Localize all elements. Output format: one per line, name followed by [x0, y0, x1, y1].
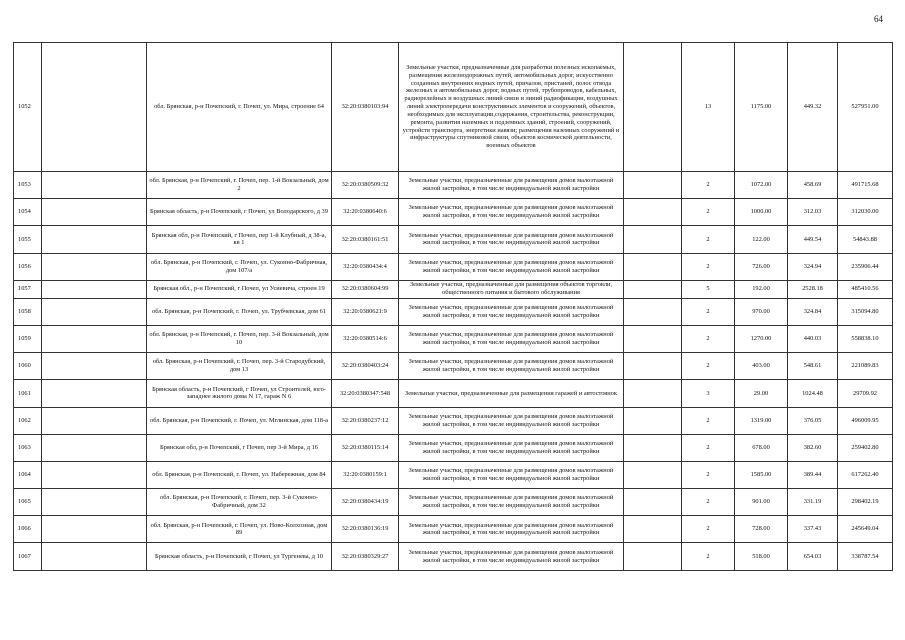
blank-cell: [42, 298, 147, 325]
group-cell: 2: [682, 325, 735, 352]
cadastral-value-cell: 298402.19: [838, 489, 893, 516]
cadastral-number-cell: 32:20:0380621:9: [332, 298, 399, 325]
area-cell: 1270.00: [735, 325, 788, 352]
cadastral-number-cell: 32:20:0380237:12: [332, 407, 399, 434]
table-row: [14, 43, 893, 172]
group-cell: 3: [682, 380, 735, 407]
blank-cell: [624, 226, 682, 253]
blank-cell: [624, 407, 682, 434]
address-cell: Брянская обл, р-н Почепский, г Почеп, пер 3-й Мира, д 16: [147, 434, 332, 461]
blank-cell: [624, 253, 682, 280]
table-row: [14, 407, 893, 434]
cadastral-value-cell: 29709.92: [838, 380, 893, 407]
rate-cell: 449.32: [788, 43, 838, 172]
rate-cell: 2528.18: [788, 280, 838, 298]
cadastral-value-cell: 617262.40: [838, 461, 893, 488]
land-use-cell: Земельные участки, предназначенные для размещения домов малоэтажной жилой застройки, в том числе индивидуальной жилой застройки: [399, 298, 624, 325]
area-cell: 403.00: [735, 353, 788, 380]
blank-cell: [624, 280, 682, 298]
cadastral-number-cell: 32:20:0380103:94: [332, 43, 399, 172]
area-cell: 728.00: [735, 516, 788, 543]
land-use-cell: Земельные участки, предназначенные для размещения объектов торговли, общественного питания и бытового обслуживания: [399, 280, 624, 298]
address-cell: обл. Брянская, р-н Почепский, г. Почеп, ул. Мглинская, дом 118-а: [147, 407, 332, 434]
row-number: 1066: [14, 516, 42, 543]
row-number: 1061: [14, 380, 42, 407]
blank-cell: [42, 516, 147, 543]
area-cell: 192.00: [735, 280, 788, 298]
land-use-cell: Земельные участки, предназначенные для размещения домов малоэтажной жилой застройки, в том числе индивидуальной жилой застройки: [399, 516, 624, 543]
row-number: 1057: [14, 280, 42, 298]
area-cell: 29.00: [735, 380, 788, 407]
land-use-cell: Земельные участки, предназначенные для размещения домов малоэтажной жилой застройки, в том числе индивидуальной жилой застройки: [399, 407, 624, 434]
cadastral-value-cell: 558838.10: [838, 325, 893, 352]
address-cell: обл. Брянская, р-н Почепский, г. Почеп, ул. Ново-Колхозная, дом 89: [147, 516, 332, 543]
group-cell: 2: [682, 226, 735, 253]
blank-cell: [42, 380, 147, 407]
area-cell: 122.00: [735, 226, 788, 253]
blank-cell: [624, 298, 682, 325]
land-use-cell: Земельные участки, предназначенные для размещения домов малоэтажной жилой застройки, в том числе индивидуальной жилой застройки: [399, 172, 624, 199]
cadastral-number-cell: 32:20:0380434:19: [332, 489, 399, 516]
table-row: [14, 543, 893, 570]
rate-cell: 440.03: [788, 325, 838, 352]
blank-cell: [42, 226, 147, 253]
table-row: [14, 280, 893, 298]
area-cell: 726.00: [735, 253, 788, 280]
area-cell: 970.00: [735, 298, 788, 325]
table-row: [14, 489, 893, 516]
area-cell: 1072.00: [735, 172, 788, 199]
blank-cell: [624, 434, 682, 461]
cadastral-value-cell: 527951.00: [838, 43, 893, 172]
rate-cell: 449.54: [788, 226, 838, 253]
row-number: 1059: [14, 325, 42, 352]
table-body: [14, 43, 893, 571]
address-cell: обл. Брянская, р-н Почепский, г. Почеп, пер. 3-й Стародубский, дом 13: [147, 353, 332, 380]
cadastral-value-cell: 235906.44: [838, 253, 893, 280]
row-number: 1053: [14, 172, 42, 199]
area-cell: 1000.00: [735, 199, 788, 226]
cadastral-value-cell: 245649.04: [838, 516, 893, 543]
rate-cell: 324.94: [788, 253, 838, 280]
land-use-cell: Земельные участки, предназначенные для размещения домов малоэтажной жилой застройки, в том числе индивидуальной жилой застройки: [399, 434, 624, 461]
address-cell: Брянская область, р-н Почепский, г Почеп, ул Тургенева, д 10: [147, 543, 332, 570]
blank-cell: [42, 43, 147, 172]
address-cell: обл. Брянская, р-н Почепский, г. Почеп, ул. Мира, строение 64: [147, 43, 332, 172]
land-use-cell: Земельные участки, предназначенные для размещения домов малоэтажной жилой застройки, в том числе индивидуальной жилой застройки: [399, 325, 624, 352]
cadastral-number-cell: 32:20:0380514:6: [332, 325, 399, 352]
page-number: 64: [874, 14, 883, 24]
group-cell: 2: [682, 407, 735, 434]
row-number: 1065: [14, 489, 42, 516]
land-use-cell: Земельные участки, предназначенные для разработки полезных ископаемых, размещения железнодорожных путей, автомобильных дорог, искусственно созданных внутренних водных путей, причалов, пристаней, полос отвода железных и автомобильных дорог, водных путей, трубопроводов, кабельных, радиорелейных и воздушных линий связи и линий радиофикации, воздушных линий электропередачи конструктивных элементов и сооружений, объектов, необходимых для эксплуатации,содержания, строительства, реконструкции, ремонта, развития наземных и подземных зданий, строений, сооружений, устройств транспорта, энергетики иавязи; размещения наземных сооружений и инфраструктуры спутниковой связи, объектов космической деятельности, военных объектов: [399, 43, 624, 172]
cadastral-number-cell: 32:20:0380159:1: [332, 461, 399, 488]
rate-cell: 389.44: [788, 461, 838, 488]
land-use-cell: Земельные участки, предназначенные для размещения домов малоэтажной жилой застройки, в том числе индивидуальной жилой застройки: [399, 226, 624, 253]
cadastral-value-cell: 491715.68: [838, 172, 893, 199]
blank-cell: [42, 280, 147, 298]
group-cell: 5: [682, 280, 735, 298]
address-cell: Брянская обл., р-н Почепский, г Почеп, ул Усиевича, строен 19: [147, 280, 332, 298]
row-number: 1052: [14, 43, 42, 172]
blank-cell: [624, 353, 682, 380]
address-cell: Брянская область, р-н Почепский, г Почеп, ул Строителей, юго-западнее жилого дома N 17, гараж N 6: [147, 380, 332, 407]
rate-cell: 382.60: [788, 434, 838, 461]
row-number: 1063: [14, 434, 42, 461]
area-cell: 1319.00: [735, 407, 788, 434]
rate-cell: 312.03: [788, 199, 838, 226]
address-cell: обл. Брянская, р-н Почепский, г. Почеп, пер. 3-й Суконно-Фабричный, дом 32: [147, 489, 332, 516]
blank-cell: [42, 325, 147, 352]
row-number: 1055: [14, 226, 42, 253]
address-cell: обл. Брянская, р-н Почепский, г. Почеп, пер. 3-й Вокзальный, дом 10: [147, 325, 332, 352]
rate-cell: 376.05: [788, 407, 838, 434]
cadastral-number-cell: 32:20:0380115:14: [332, 434, 399, 461]
cadastral-value-cell: 259402.80: [838, 434, 893, 461]
table-row: [14, 325, 893, 352]
blank-cell: [624, 543, 682, 570]
rate-cell: 331.19: [788, 489, 838, 516]
cadastral-value-cell: 312030.00: [838, 199, 893, 226]
area-cell: 1175.00: [735, 43, 788, 172]
blank-cell: [42, 253, 147, 280]
row-number: 1062: [14, 407, 42, 434]
cadastral-value-cell: 221089.83: [838, 353, 893, 380]
row-number: 1058: [14, 298, 42, 325]
table-row: [14, 226, 893, 253]
area-cell: 518.00: [735, 543, 788, 570]
cadastral-number-cell: 32:20:0380329:27: [332, 543, 399, 570]
blank-cell: [624, 172, 682, 199]
blank-cell: [42, 353, 147, 380]
blank-cell: [42, 434, 147, 461]
address-cell: Брянская область, р-н Почепский, г Почеп, ул Володарского, д 39: [147, 199, 332, 226]
cadastral-number-cell: 32:20:0380136:19: [332, 516, 399, 543]
blank-cell: [42, 199, 147, 226]
land-use-cell: Земельные участки, предназначенные для размещения домов малоэтажной жилой застройки, в том числе индивидуальной жилой застройки: [399, 461, 624, 488]
address-cell: Брянская обл, р-н Почепский, г Почеп, пер 1-й Клубный, д 38-а, кв 1: [147, 226, 332, 253]
blank-cell: [624, 516, 682, 543]
row-number: 1056: [14, 253, 42, 280]
table-row: [14, 199, 893, 226]
table-row: [14, 172, 893, 199]
land-use-cell: Земельные участки, предназначенные для размещения гаражей и автостоянок: [399, 380, 624, 407]
land-use-cell: Земельные участки, предназначенные для размещения домов малоэтажной жилой застройки, в том числе индивидуальной жилой застройки: [399, 489, 624, 516]
address-cell: обл. Брянская, р-н Почепский, г. Почеп, ул. Трубчевская, дом 61: [147, 298, 332, 325]
group-cell: 2: [682, 461, 735, 488]
cadastral-value-cell: 338787.54: [838, 543, 893, 570]
cadastral-number-cell: 32:20:0380509:32: [332, 172, 399, 199]
row-number: 1067: [14, 543, 42, 570]
address-cell: обл. Брянская, р-н Почепский, г. Почеп, ул. Набережная, дом 84: [147, 461, 332, 488]
table-row: [14, 380, 893, 407]
cadastral-value-cell: 485410.56: [838, 280, 893, 298]
group-cell: 2: [682, 489, 735, 516]
rate-cell: 654.03: [788, 543, 838, 570]
group-cell: 2: [682, 543, 735, 570]
area-cell: 901.00: [735, 489, 788, 516]
blank-cell: [624, 380, 682, 407]
cadastral-number-cell: 32:20:0380347:548: [332, 380, 399, 407]
address-cell: обл. Брянская, р-н Почепский, г. Почеп, ул. Суконно-Фабричная, дом 107/а: [147, 253, 332, 280]
blank-cell: [624, 489, 682, 516]
cadastral-number-cell: 32:20:0380640:6: [332, 199, 399, 226]
cadastral-number-cell: 32:20:0380161:51: [332, 226, 399, 253]
cadastral-number-cell: 32:20:0380434:4: [332, 253, 399, 280]
blank-cell: [42, 543, 147, 570]
table-row: [14, 434, 893, 461]
group-cell: 13: [682, 43, 735, 172]
table-row: [14, 353, 893, 380]
area-cell: 1585.00: [735, 461, 788, 488]
cadastral-value-cell: 315094.80: [838, 298, 893, 325]
row-number: 1060: [14, 353, 42, 380]
land-use-cell: Земельные участки, предназначенные для размещения домов малоэтажной жилой застройки, в том числе индивидуальной жилой застройки: [399, 353, 624, 380]
rate-cell: 337.43: [788, 516, 838, 543]
rate-cell: 548.61: [788, 353, 838, 380]
address-cell: обл. Брянская, р-н Почепский, г. Почеп, пер. 1-й Вокзальный, дом 2: [147, 172, 332, 199]
table-row: [14, 253, 893, 280]
rate-cell: 1024.48: [788, 380, 838, 407]
group-cell: 2: [682, 516, 735, 543]
cadastral-value-cell: 54843.88: [838, 226, 893, 253]
land-use-cell: Земельные участки, предназначенные для размещения домов малоэтажной жилой застройки, в том числе индивидуальной жилой застройки: [399, 199, 624, 226]
blank-cell: [42, 461, 147, 488]
land-use-cell: Земельные участки, предназначенные для размещения домов малоэтажной жилой застройки, в том числе индивидуальной жилой застройки: [399, 253, 624, 280]
blank-cell: [42, 407, 147, 434]
group-cell: 2: [682, 353, 735, 380]
group-cell: 2: [682, 253, 735, 280]
area-cell: 678.00: [735, 434, 788, 461]
group-cell: 2: [682, 172, 735, 199]
cadastral-number-cell: 32:20:0380403:24: [332, 353, 399, 380]
group-cell: 2: [682, 434, 735, 461]
blank-cell: [624, 43, 682, 172]
table-row: [14, 516, 893, 543]
row-number: 1064: [14, 461, 42, 488]
land-use-cell: Земельные участки, предназначенные для размещения домов малоэтажной жилой застройки, в том числе индивидуальной жилой застройки: [399, 543, 624, 570]
cadastral-number-cell: 32:20:0380604:99: [332, 280, 399, 298]
rate-cell: 324.84: [788, 298, 838, 325]
blank-cell: [42, 172, 147, 199]
cadastral-value-cell: 496009.95: [838, 407, 893, 434]
blank-cell: [624, 199, 682, 226]
table-row: [14, 461, 893, 488]
row-number: 1054: [14, 199, 42, 226]
table-row: [14, 298, 893, 325]
rate-cell: 458.69: [788, 172, 838, 199]
blank-cell: [624, 461, 682, 488]
group-cell: 2: [682, 199, 735, 226]
blank-cell: [42, 489, 147, 516]
group-cell: 2: [682, 298, 735, 325]
blank-cell: [624, 325, 682, 352]
land-plots-table: [13, 42, 893, 571]
